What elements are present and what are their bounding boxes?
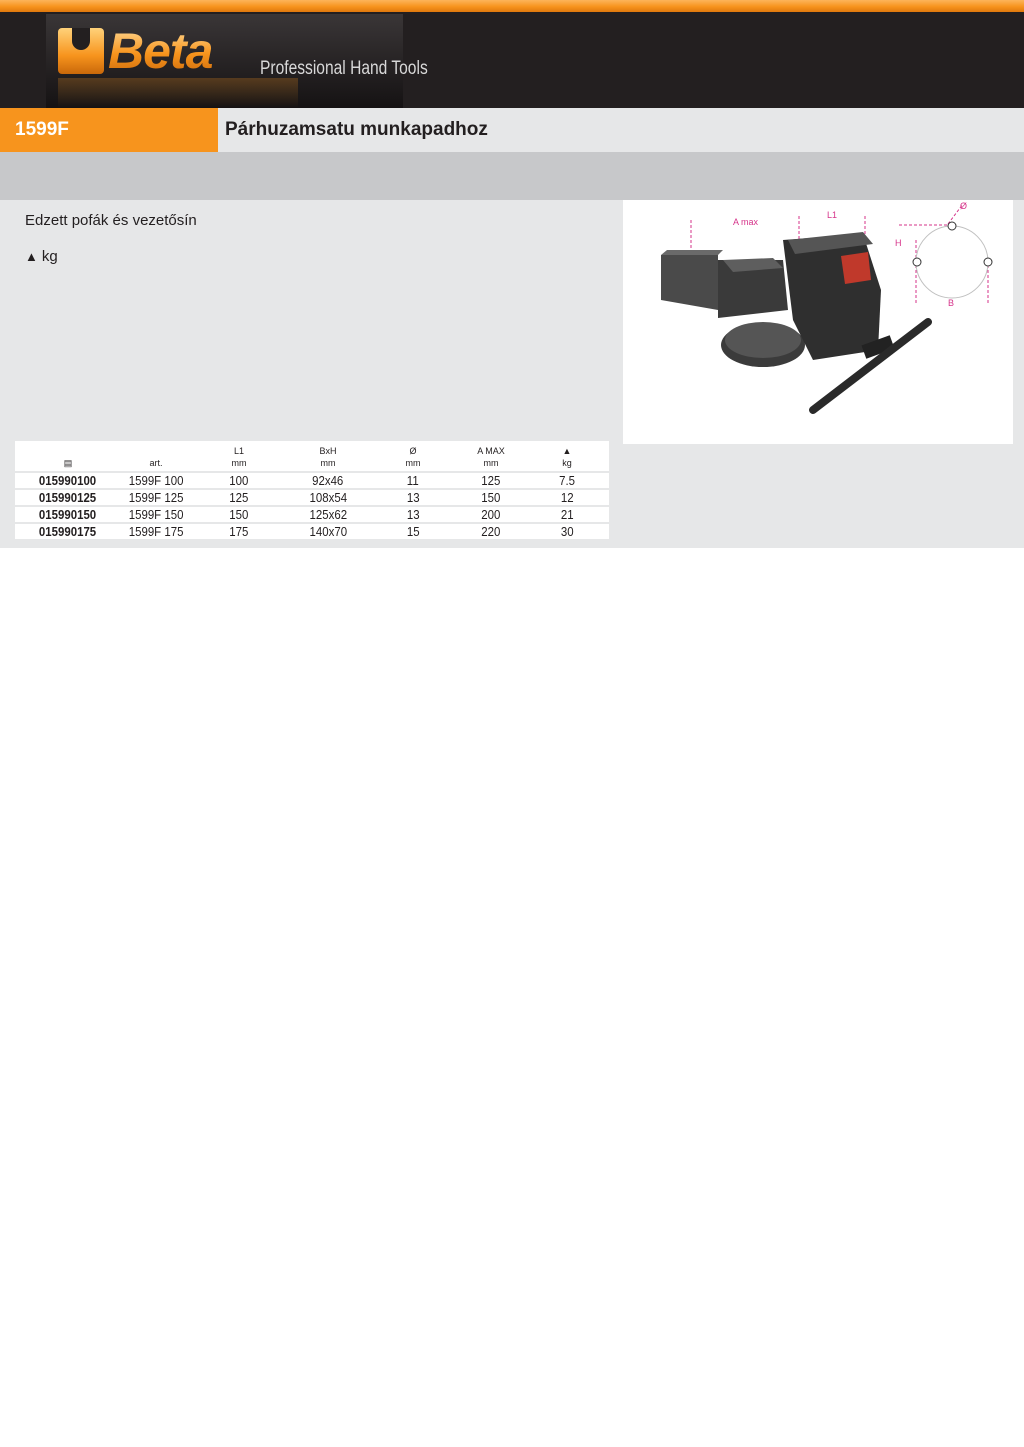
cell-l1: 150: [191, 507, 287, 522]
label-l1: L1: [827, 210, 838, 220]
table-row: [15, 507, 609, 522]
product-title: Párhuzamsatu munkapadhoz: [225, 119, 488, 140]
col-header-kg: ▲ kg: [525, 441, 609, 471]
table-row: [15, 490, 609, 505]
cell-code: 015990150: [15, 507, 121, 522]
cell-l1: 100: [191, 473, 287, 488]
col-header-bxh: BxH mm: [287, 441, 369, 471]
bench-vise-drawing: [623, 200, 1013, 444]
cell-bxh: 108x54: [287, 490, 369, 505]
weight-label: kg: [41, 248, 58, 265]
label-diameter: Ø: [960, 201, 968, 211]
col-header-l1: L1 mm: [191, 441, 287, 471]
barcode-icon: ▤: [63, 458, 73, 468]
cell-kg: 21: [525, 507, 609, 522]
table-row: [15, 473, 609, 488]
cell-bxh: 92x46: [287, 473, 369, 488]
product-image: [623, 200, 1013, 444]
col-header-amax: A MAX mm: [457, 441, 525, 471]
cell-kg: 7.5: [525, 473, 609, 488]
cell-code: 015990100: [15, 473, 121, 488]
weight-legend: [25, 248, 58, 265]
product-code: 1599F: [0, 108, 218, 152]
cell-amax: 200: [457, 507, 525, 522]
brand-header: [0, 12, 1024, 108]
col-header-art: art.: [121, 441, 191, 471]
cell-code: 015990125: [15, 490, 121, 505]
logo-reflection: [58, 78, 298, 108]
weight-icon: ▲: [562, 446, 572, 456]
top-accent-bar: [0, 0, 1024, 12]
product-title-bar: [0, 108, 1024, 152]
cell-kg: 30: [525, 524, 609, 539]
cell-amax: 125: [457, 473, 525, 488]
cell-kg: 12: [525, 490, 609, 505]
table-header-row: [15, 441, 609, 471]
beta-logo: [46, 14, 428, 108]
brand-name: Beta: [108, 23, 213, 79]
col-header-diameter: Ø mm: [369, 441, 457, 471]
separator-band: [0, 152, 1024, 200]
cell-l1: 125: [191, 490, 287, 505]
cell-l1: 175: [191, 524, 287, 539]
wrench-logo-icon: [58, 28, 104, 74]
cell-art: 1599F 150: [121, 507, 191, 522]
cell-art: 1599F 100: [121, 473, 191, 488]
cell-art: 1599F 125: [121, 490, 191, 505]
cell-amax: 150: [457, 490, 525, 505]
table-row: [15, 524, 609, 539]
cell-code: 015990175: [15, 524, 121, 539]
cell-diameter: 13: [369, 507, 457, 522]
cell-art: 1599F 175: [121, 524, 191, 539]
weight-icon: ▲: [25, 249, 38, 264]
product-panel: [0, 200, 1024, 548]
cell-bxh: 125x62: [287, 507, 369, 522]
product-description: Edzett pofák és vezetősín: [25, 212, 197, 229]
col-header-code: [15, 441, 121, 471]
cell-bxh: 140x70: [287, 524, 369, 539]
cell-diameter: 15: [369, 524, 457, 539]
spec-table: [15, 439, 609, 541]
cell-diameter: 13: [369, 490, 457, 505]
label-a-max: A max: [733, 217, 759, 227]
cell-diameter: 11: [369, 473, 457, 488]
label-h: H: [895, 238, 902, 248]
cell-amax: 220: [457, 524, 525, 539]
label-b: B: [948, 298, 955, 308]
brand-tagline: Professional Hand Tools: [260, 58, 428, 79]
